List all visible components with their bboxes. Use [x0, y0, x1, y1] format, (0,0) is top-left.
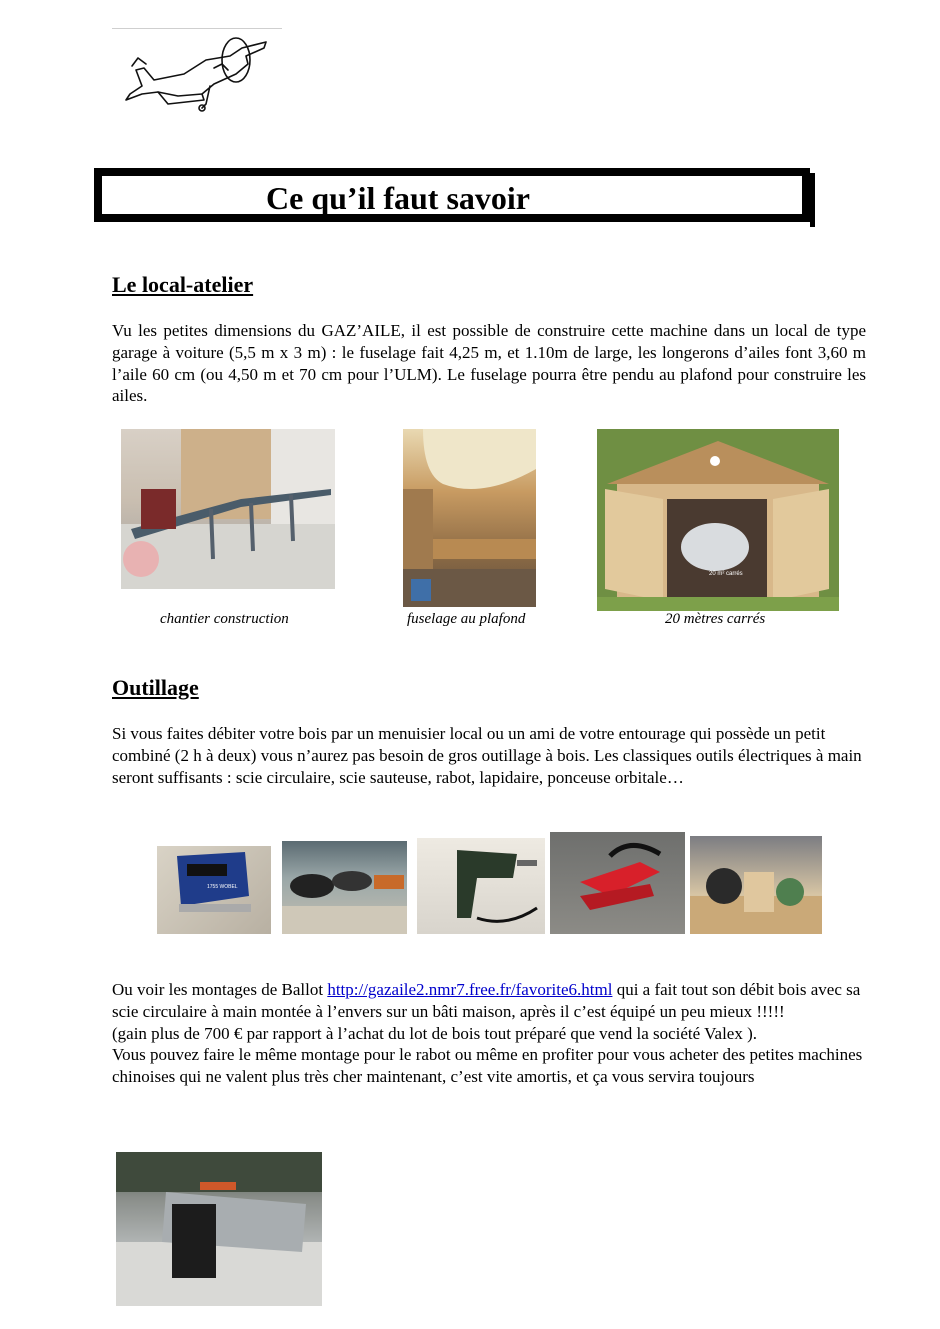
- local-atelier-paragraph: Vu les petites dimensions du GAZ’AILE, il est possible de construire cette machine dans un local de type garage à voiture (5,5 m x 3 m) : le fuselage fait 4,25 m, et 1.10m de large, les longerons d’ailes font 3,60 m l’aile 60 cm (ou 4,50 m et 70 cm pour l’ULM). Le fuselage pourra être pendu au plafond pour construire les ailes.: [112, 321, 866, 406]
- montage-text-before: Ou voir les montages de Ballot: [112, 980, 328, 999]
- ballot-link[interactable]: http://gazaile2.nmr7.free.fr/favorite6.html: [327, 980, 613, 999]
- photo-perceuse: [417, 838, 545, 934]
- photo-garage-bois: [597, 429, 839, 611]
- section-heading-local-atelier: Le local-atelier: [112, 272, 254, 297]
- photo-lapidaire: [690, 836, 822, 934]
- montage-text-after: qui a fait tout son débit bois avec sa scie circulaire à main montée à l’envers sur un bâti maison, après il c’est équipé un peu mieux !!!!!: [112, 980, 861, 1021]
- montage-paragraph: [112, 979, 866, 1088]
- caption-chantier: chantier construction: [160, 611, 289, 627]
- photo-agrafeuse: [550, 832, 685, 934]
- caption-fuselage: fuselage au plafond: [407, 611, 526, 627]
- section-heading-outillage: Outillage: [112, 675, 199, 700]
- airplane-logo-icon: [118, 34, 278, 116]
- caption-garage: 20 mètres carrés: [665, 611, 766, 627]
- montage-conseil-line: Vous pouvez faire le même montage pour le rabot ou même en profiter pour vous acheter des petites machines chinoises qui ne valent plus très cher maintenant, c’est vite amortis, et ça vous servira toujours: [112, 1045, 863, 1087]
- tool-label: 1755 WOBEL: [207, 884, 238, 890]
- outillage-paragraph: Si vous faites débiter votre bois par un menuisier local ou un ami de votre entourage qui possède un petit combiné (2 h à deux) vous n’aurez pas besoin de gros outillage à bois. Les classiques outils électriques à main seront suffisants : scie circulaire, scie sauteuse, rabot, lapidaire, ponceuse orbitale…: [112, 724, 862, 787]
- montage-gain-line: (gain plus de 700 € par rapport à l’achat du lot de bois tout préparé que vend la société Valex ).: [112, 1023, 758, 1043]
- photo-label: 20 m² carrés: [709, 571, 743, 577]
- page-title: Ce qu’il faut savoir: [266, 180, 530, 216]
- photo-scie-sauteuse: [157, 846, 271, 934]
- photo-ponceuses: [282, 841, 407, 934]
- header-rule: [112, 28, 282, 29]
- photo-fuselage-plafond: [403, 429, 536, 607]
- photo-chantier-construction: [121, 429, 335, 589]
- photo-raboteuse: [116, 1152, 322, 1306]
- title-banner: [94, 168, 810, 222]
